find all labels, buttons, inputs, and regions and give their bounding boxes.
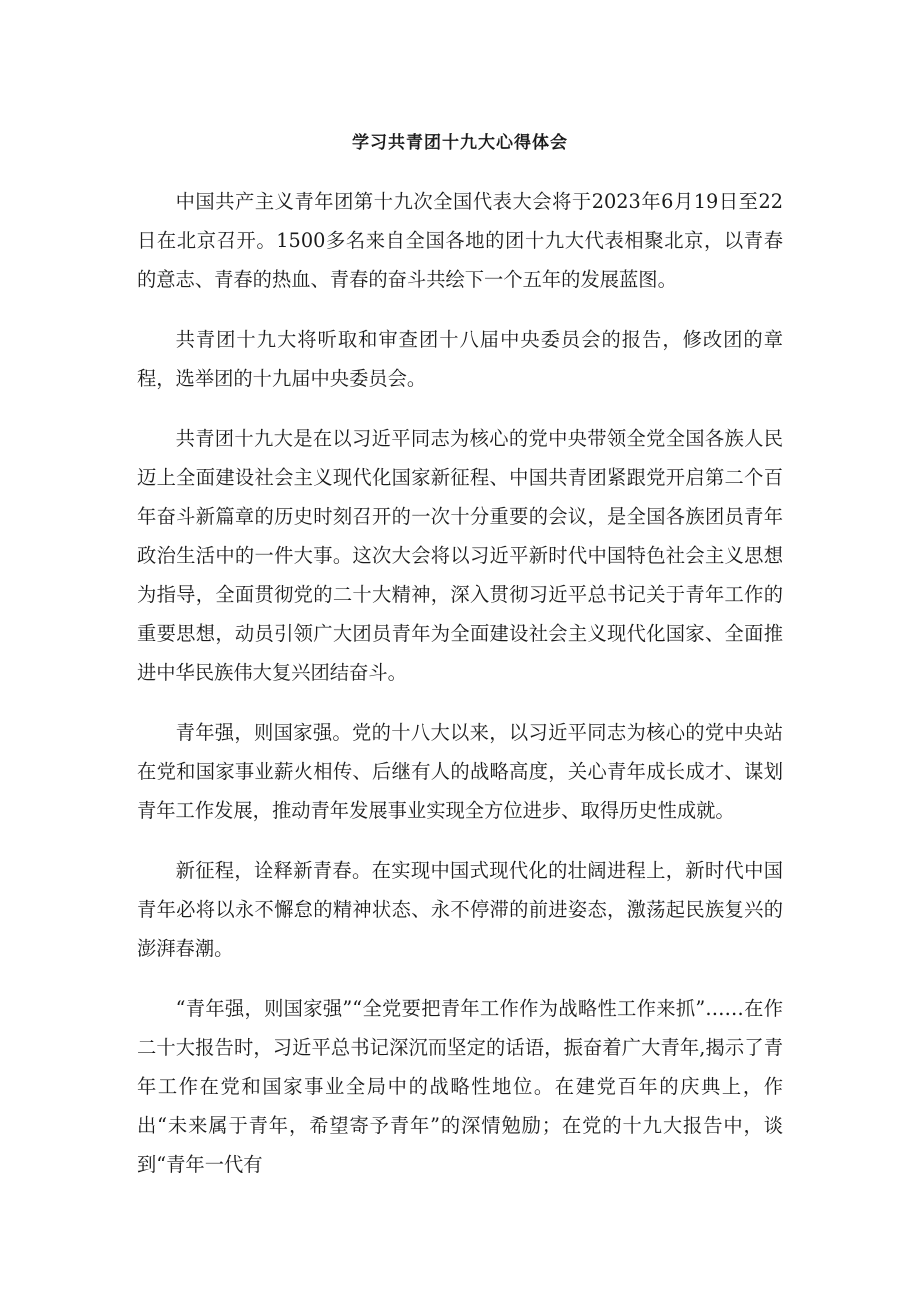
paragraph: 共青团十九大将听取和审查团十八届中央委员会的报告，修改团的章程，选举团的十九届中央委员会。 [137,328,783,390]
paragraph: “青年强，则国家强”“全党要把青年工作作为战略性工作来抓”……在作二十大报告时，习近平总书记深沉而坚定的话语，振奋着广大青年,揭示了青年工作在党和国家事业全局中的战略性地位。在建党百年的庆典上，作出“未来属于青年，希望寄予青年”的深情勉励；在党的十九大报告中，谈到“青年一代有 [137,997,783,1176]
paragraph: 中国共产主义青年团第十九次全国代表大会将于2023年6月19日至22日在北京召开。1500多名来自全国各地的团十九大代表相聚北京，以青春的意志、青春的热血、青春的奋斗共绘下一个五年的发展蓝图。 [137,190,783,291]
paragraph: 新征程，诠释新青春。在实现中国式现代化的壮阔进程上，新时代中国青年必将以永不懈怠的精神状态、永不停滞的前进姿态，激荡起民族复兴的澎湃春潮。 [137,859,783,960]
paragraph: 青年强，则国家强。党的十八大以来，以习近平同志为核心的党中央站在党和国家事业薪火相传、后继有人的战略高度，关心青年成长成才、谋划青年工作发展，推动青年发展事业实现全方位进步、取得历史性成就。 [137,721,783,822]
document-title: 学习共青团十九大心得体会 [352,133,568,153]
document-body [137,182,783,1205]
paragraph: 共青团十九大是在以习近平同志为核心的党中央带领全党全国各族人民迈上全面建设社会主义现代化国家新征程、中国共青团紧跟党开启第二个百年奋斗新篇章的历史时刻召开的一次十分重要的会议，是全国各族团员青年政治生活中的一件大事。这次大会将以习近平新时代中国特色社会主义思想为指导，全面贯彻党的二十大精神，深入贯彻习近平总书记关于青年工作的重要思想，动员引领广大团员青年为全面建设社会主义现代化国家、全面推进中华民族伟大复兴团结奋斗。 [137,427,783,684]
